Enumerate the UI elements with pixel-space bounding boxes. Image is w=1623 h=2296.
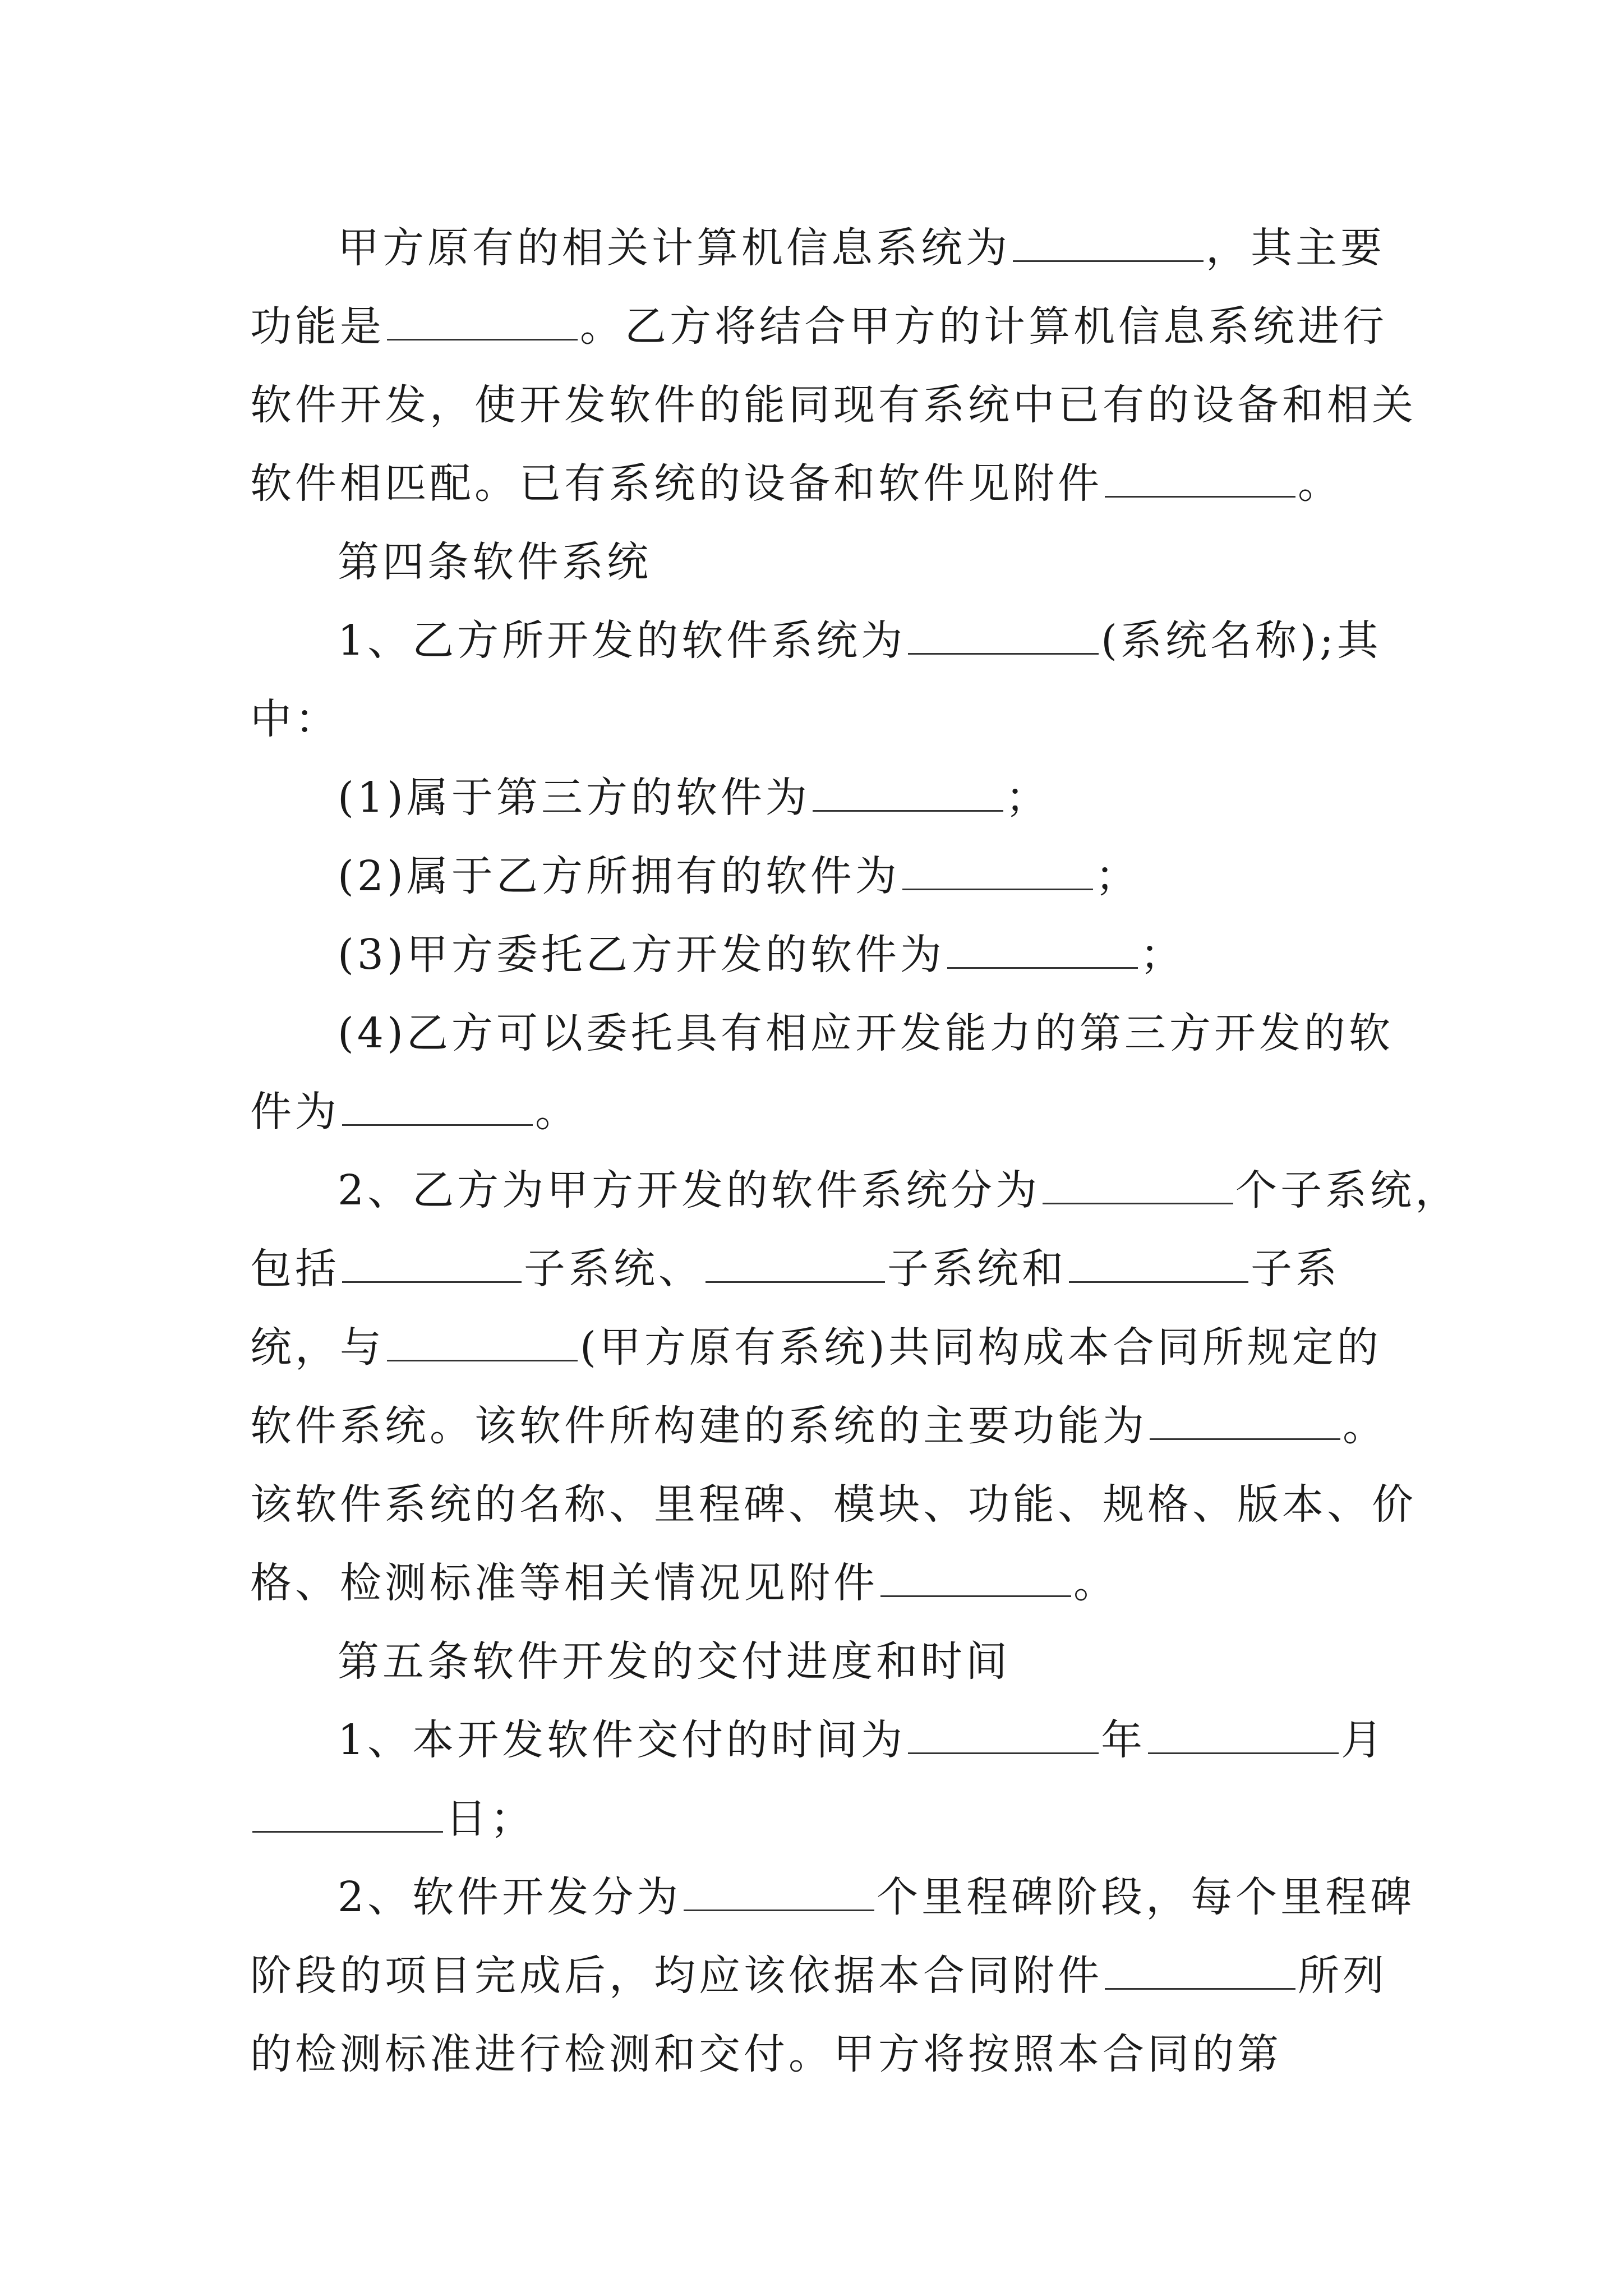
paragraph-line <box>250 1701 1386 1779</box>
fill-in-blank <box>1013 220 1204 262</box>
text-segment: (系统名称);其 <box>1101 616 1382 665</box>
text-segment: 件为 <box>250 1088 340 1136</box>
text-segment: 格、检测标准等相关情况见附件 <box>250 1559 878 1607</box>
text-segment: 月 <box>1341 1716 1386 1764</box>
text-segment: ； <box>1005 774 1050 822</box>
paragraph-line <box>250 1230 1377 1308</box>
paragraph-line <box>250 1387 1387 1465</box>
text-segment: 包括 <box>250 1245 340 1293</box>
paragraph-line <box>250 1936 1387 2015</box>
text-segment: (1)属于第三方的软件为 <box>338 774 810 822</box>
fill-in-blank <box>1069 1241 1248 1283</box>
fill-in-blank <box>947 927 1138 969</box>
fill-in-blank <box>706 1241 885 1283</box>
paragraph-line <box>250 1779 1377 1858</box>
fill-in-blank <box>902 848 1093 890</box>
fill-in-blank <box>342 1084 533 1126</box>
text-segment: ； <box>1095 852 1140 900</box>
text-segment: 软件开发，使开发软件的能同现有系统中已有的设备和相关 <box>250 381 1417 429</box>
text-segment: 。 <box>1073 1559 1118 1607</box>
paragraph-line <box>250 1308 1382 1387</box>
paragraph-line <box>250 601 1382 680</box>
fill-in-blank <box>1148 1712 1339 1754</box>
fill-in-blank <box>908 613 1099 655</box>
fill-in-blank <box>387 298 578 341</box>
text-segment: 功能是 <box>250 302 385 351</box>
text-segment: 统，与 <box>250 1323 385 1372</box>
paragraph-line <box>250 1858 1415 1936</box>
list-item <box>250 758 1377 837</box>
paragraph-line <box>250 1465 1417 1544</box>
text-segment: 1、乙方所开发的软件系统为 <box>338 616 906 665</box>
text-segment: 软件相匹配。已有系统的设备和软件见附件 <box>250 459 1103 508</box>
text-segment: 。 <box>1343 1402 1387 1450</box>
text-segment: 2、软件开发分为 <box>338 1873 682 1921</box>
paragraph-line <box>250 366 1417 444</box>
text-segment: 第四条软件系统 <box>338 538 652 586</box>
paragraph-line <box>250 1151 1460 1230</box>
text-segment: 阶段的项目完成后，均应该依据本合同附件 <box>250 1952 1103 2000</box>
text-segment: 所列 <box>1298 1952 1387 2000</box>
fill-in-blank <box>342 1241 522 1283</box>
text-segment: 日； <box>445 1795 535 1843</box>
fill-in-blank <box>252 1791 443 1833</box>
text-segment: (4)乙方可以委托具有相应开发能力的第三方开发的软 <box>338 1009 1394 1057</box>
paragraph-line <box>250 209 1385 287</box>
paragraph-line <box>250 287 1387 366</box>
list-item <box>250 837 1377 915</box>
list-item <box>250 915 1377 994</box>
text-segment: 子系 <box>1251 1245 1340 1293</box>
text-segment: 子系统、 <box>524 1245 703 1293</box>
fill-in-blank <box>684 1869 874 1911</box>
paragraph-line <box>250 1544 1377 1622</box>
section-heading <box>250 1622 1377 1701</box>
text-segment: 个子系统， <box>1235 1166 1460 1214</box>
fill-in-blank <box>1150 1398 1340 1440</box>
text-segment: 1、本开发软件交付的时间为 <box>338 1716 906 1764</box>
paragraph-line <box>250 444 1377 523</box>
text-segment: (2)属于乙方所拥有的软件为 <box>338 852 900 900</box>
fill-in-blank <box>880 1555 1071 1597</box>
paragraph-line <box>250 2015 1377 2093</box>
fill-in-blank <box>387 1319 578 1361</box>
text-segment: 。 <box>1298 459 1343 508</box>
list-item <box>250 994 1394 1073</box>
text-segment: 个里程碑阶段，每个里程碑 <box>877 1873 1415 1921</box>
section-heading <box>250 523 1377 601</box>
fill-in-blank <box>908 1712 1099 1754</box>
fill-in-blank <box>1105 1948 1295 1990</box>
text-segment: 软件系统。该软件所构建的系统的主要功能为 <box>250 1402 1147 1450</box>
paragraph-line <box>250 680 1377 758</box>
text-segment: 的检测标准进行检测和交付。甲方将按照本合同的第 <box>250 2030 1282 2078</box>
text-segment: 中： <box>250 695 340 743</box>
text-segment: (3)甲方委托乙方开发的软件为 <box>338 931 945 979</box>
text-segment: ，其主要 <box>1206 224 1385 272</box>
text-segment: 2、乙方为甲方开发的软件系统分为 <box>338 1166 1041 1214</box>
text-segment: (甲方原有系统)共同构成本合同所规定的 <box>580 1323 1382 1372</box>
paragraph-line <box>250 1073 1377 1151</box>
text-segment: 甲方原有的相关计算机信息系统为 <box>338 224 1011 272</box>
text-segment: 年 <box>1101 1716 1146 1764</box>
text-segment: 子系统和 <box>887 1245 1067 1293</box>
text-segment: 。 <box>535 1088 580 1136</box>
fill-in-blank <box>1043 1162 1233 1204</box>
text-segment: 第五条软件开发的交付进度和时间 <box>338 1637 1011 1686</box>
fill-in-blank <box>1105 455 1295 498</box>
text-segment: ； <box>1140 931 1185 979</box>
document-body <box>250 209 1460 2093</box>
fill-in-blank <box>813 770 1003 812</box>
text-segment: 。乙方将结合甲方的计算机信息系统进行 <box>580 302 1387 351</box>
text-segment: 该软件系统的名称、里程碑、模块、功能、规格、版本、价 <box>250 1480 1417 1529</box>
